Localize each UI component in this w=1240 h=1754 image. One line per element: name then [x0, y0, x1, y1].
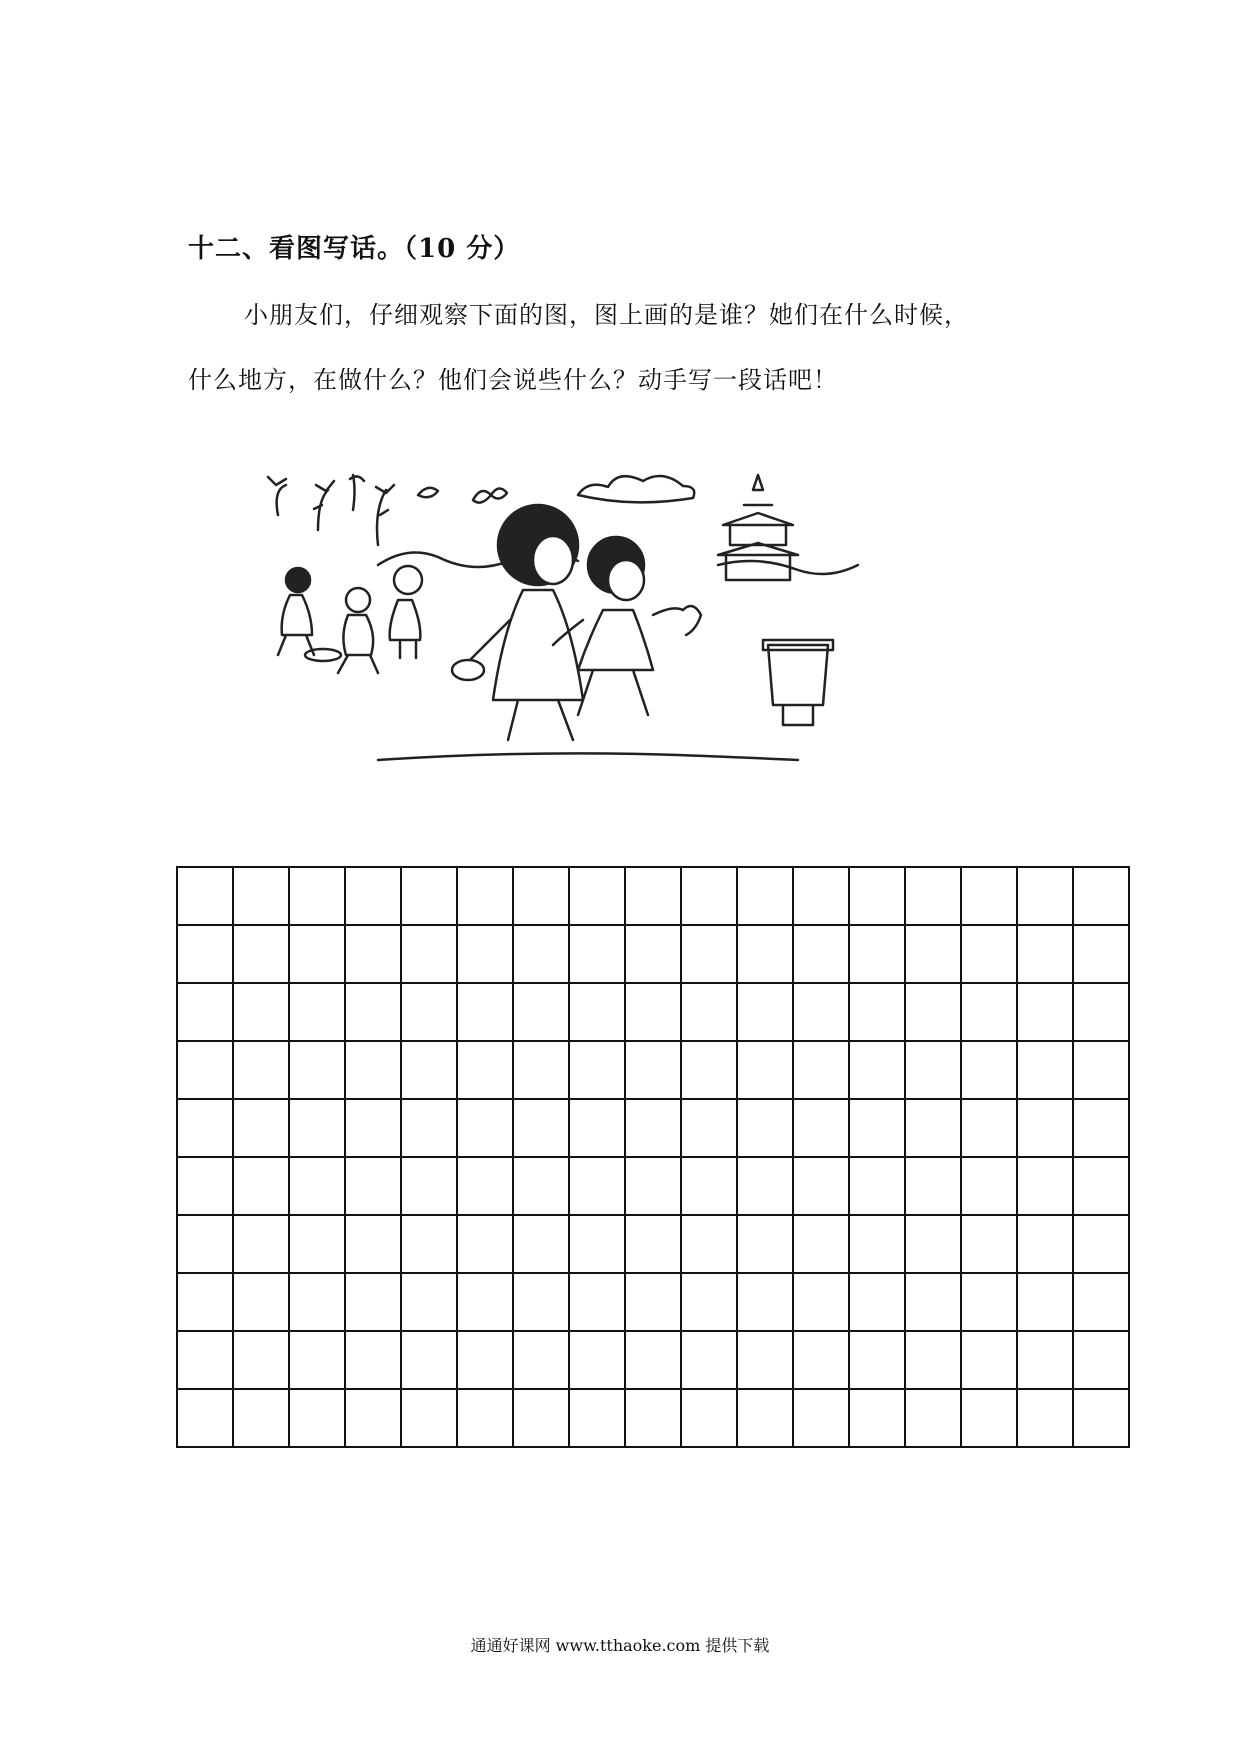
grid-cell[interactable] [570, 1042, 626, 1100]
grid-cell[interactable] [290, 984, 346, 1042]
grid-cell[interactable] [178, 1390, 234, 1448]
grid-cell[interactable] [234, 1332, 290, 1390]
grid-cell[interactable] [850, 1158, 906, 1216]
grid-cell[interactable] [178, 868, 234, 926]
grid-cell[interactable] [738, 1100, 794, 1158]
grid-cell[interactable] [234, 1274, 290, 1332]
grid-cell[interactable] [458, 1332, 514, 1390]
grid-cell[interactable] [402, 868, 458, 926]
grid-cell[interactable] [738, 984, 794, 1042]
grid-cell[interactable] [1074, 1274, 1130, 1332]
grid-cell[interactable] [962, 868, 1018, 926]
child-1-head [286, 568, 310, 592]
grid-cell[interactable] [402, 1042, 458, 1100]
grid-cell[interactable] [178, 926, 234, 984]
grid-cell[interactable] [962, 1100, 1018, 1158]
trash-bin [763, 640, 833, 725]
grid-cell[interactable] [346, 1042, 402, 1100]
grid-cell[interactable] [290, 926, 346, 984]
grid-cell[interactable] [794, 1332, 850, 1390]
grid-cell[interactable] [234, 1042, 290, 1100]
grid-cell[interactable] [1018, 1216, 1074, 1274]
grid-cell[interactable] [402, 1158, 458, 1216]
grid-cell[interactable] [682, 868, 738, 926]
grid-cell[interactable] [906, 1158, 962, 1216]
grid-cell[interactable] [850, 926, 906, 984]
grid-cell[interactable] [794, 1100, 850, 1158]
grid-cell[interactable] [346, 984, 402, 1042]
grid-cell[interactable] [906, 868, 962, 926]
child-3-head [394, 566, 422, 594]
grid-cell[interactable] [794, 1042, 850, 1100]
girl-face [608, 560, 644, 600]
grid-cell[interactable] [514, 1332, 570, 1390]
grid-cell[interactable] [1074, 1390, 1130, 1448]
grid-cell[interactable] [682, 1100, 738, 1158]
grid-cell[interactable] [906, 984, 962, 1042]
grid-cell[interactable] [234, 1216, 290, 1274]
grid-cell[interactable] [402, 1390, 458, 1448]
grid-cell[interactable] [346, 1390, 402, 1448]
girl-legs [578, 670, 648, 715]
grid-cell[interactable] [178, 1216, 234, 1274]
grid-cell[interactable] [1074, 868, 1130, 926]
grid-cell[interactable] [402, 1100, 458, 1158]
grid-cell[interactable] [1018, 1042, 1074, 1100]
grid-cell[interactable] [906, 1216, 962, 1274]
grid-cell[interactable] [290, 1216, 346, 1274]
grid-cell[interactable] [570, 926, 626, 984]
ground-line [378, 753, 798, 760]
grid-cell[interactable] [850, 1216, 906, 1274]
grid-cell[interactable] [290, 1332, 346, 1390]
grid-cell[interactable] [346, 1216, 402, 1274]
grid-cell[interactable] [794, 1390, 850, 1448]
grid-cell[interactable] [234, 868, 290, 926]
grid-cell[interactable] [906, 1100, 962, 1158]
grid-cell[interactable] [626, 1390, 682, 1448]
grid-cell[interactable] [458, 1390, 514, 1448]
grid-cell[interactable] [682, 1390, 738, 1448]
peel [683, 606, 701, 635]
grid-cell[interactable] [738, 1390, 794, 1448]
grid-cell[interactable] [346, 1332, 402, 1390]
grid-cell[interactable] [738, 1274, 794, 1332]
grid-cell[interactable] [514, 1158, 570, 1216]
grid-cell[interactable] [1018, 926, 1074, 984]
girl-dress [578, 610, 653, 670]
grid-cell[interactable] [962, 926, 1018, 984]
grid-cell[interactable] [346, 868, 402, 926]
grid-cell[interactable] [290, 1158, 346, 1216]
grid-cell[interactable] [682, 984, 738, 1042]
grid-cell[interactable] [290, 1100, 346, 1158]
grid-cell[interactable] [738, 868, 794, 926]
grid-cell[interactable] [178, 1274, 234, 1332]
grid-cell[interactable] [682, 1274, 738, 1332]
grid-cell[interactable] [458, 1274, 514, 1332]
grid-cell[interactable] [346, 1274, 402, 1332]
grid-cell[interactable] [458, 984, 514, 1042]
grid-cell[interactable] [850, 1100, 906, 1158]
grid-cell[interactable] [514, 1216, 570, 1274]
grid-cell[interactable] [570, 1390, 626, 1448]
mother-bag [452, 660, 484, 680]
grid-cell[interactable] [290, 1390, 346, 1448]
grid-cell[interactable] [850, 868, 906, 926]
question-heading: 十二、看图写话。（10 分） [188, 234, 521, 264]
grid-cell[interactable] [962, 1042, 1018, 1100]
grid-cell[interactable] [402, 926, 458, 984]
prompt-line-1: 小朋友们，仔细观察下面的图，图上画的是谁？她们在什么时候， [244, 301, 969, 329]
grid-cell[interactable] [962, 984, 1018, 1042]
girl-arms [553, 608, 683, 645]
grid-cell[interactable] [794, 984, 850, 1042]
grid-cell[interactable] [1018, 1100, 1074, 1158]
grid-cell[interactable] [178, 1042, 234, 1100]
grid-cell[interactable] [234, 984, 290, 1042]
grid-cell[interactable] [290, 868, 346, 926]
grid-cell[interactable] [1018, 1332, 1074, 1390]
grid-cell[interactable] [402, 1332, 458, 1390]
grid-cell[interactable] [514, 868, 570, 926]
flower-1 [268, 477, 286, 515]
grid-cell[interactable] [402, 1274, 458, 1332]
grid-cell[interactable] [906, 1042, 962, 1100]
grid-cell[interactable] [626, 1100, 682, 1158]
grid-cell[interactable] [738, 1042, 794, 1100]
grid-cell[interactable] [626, 1158, 682, 1216]
grid-cell[interactable] [402, 984, 458, 1042]
grid-cell[interactable] [626, 926, 682, 984]
grid-cell[interactable] [346, 926, 402, 984]
illustration [248, 445, 948, 790]
child-2-body [338, 615, 378, 673]
grid-cell[interactable] [682, 1042, 738, 1100]
grid-cell[interactable] [514, 926, 570, 984]
grid-cell[interactable] [570, 1158, 626, 1216]
grid-cell[interactable] [794, 868, 850, 926]
grid-cell[interactable] [178, 1332, 234, 1390]
grid-cell[interactable] [850, 1042, 906, 1100]
grid-cell[interactable] [290, 1042, 346, 1100]
grid-cell[interactable] [234, 926, 290, 984]
footer-credit: 通通好课网 www.tthaoke.com 提供下载 [470, 1636, 770, 1655]
grid-cell[interactable] [626, 1274, 682, 1332]
grid-cell[interactable] [514, 1100, 570, 1158]
grid-cell[interactable] [1018, 1390, 1074, 1448]
grid-cell[interactable] [682, 926, 738, 984]
flower-4 [376, 485, 394, 545]
grid-cell[interactable] [570, 1274, 626, 1332]
grid-cell[interactable] [570, 1332, 626, 1390]
grid-cell[interactable] [1074, 926, 1130, 984]
grid-cell[interactable] [458, 1158, 514, 1216]
grid-cell[interactable] [458, 1100, 514, 1158]
hill-right [718, 561, 858, 574]
child-3-body [390, 600, 421, 658]
grid-cell[interactable] [850, 1390, 906, 1448]
grid-cell[interactable] [234, 1158, 290, 1216]
grid-cell[interactable] [570, 1100, 626, 1158]
grid-cell[interactable] [1074, 1332, 1130, 1390]
grid-cell[interactable] [906, 926, 962, 984]
grid-cell[interactable] [290, 1274, 346, 1332]
grid-cell[interactable] [794, 1158, 850, 1216]
writing-grid[interactable] [176, 866, 1130, 1448]
grid-cell[interactable] [1074, 1216, 1130, 1274]
grid-cell[interactable] [1018, 984, 1074, 1042]
grid-cell[interactable] [850, 984, 906, 1042]
grid-cell[interactable] [570, 984, 626, 1042]
grid-cell[interactable] [1074, 984, 1130, 1042]
grid-cell[interactable] [906, 1274, 962, 1332]
mother-dress [493, 590, 583, 700]
grid-cell[interactable] [234, 1100, 290, 1158]
grid-cell[interactable] [1018, 1158, 1074, 1216]
grid-cell[interactable] [178, 1158, 234, 1216]
pagoda [718, 475, 798, 580]
grid-cell[interactable] [458, 1042, 514, 1100]
grid-cell[interactable] [458, 926, 514, 984]
grid-cell[interactable] [1018, 1274, 1074, 1332]
grid-cell[interactable] [514, 984, 570, 1042]
child-1-ball [305, 649, 341, 661]
grid-cell[interactable] [794, 1274, 850, 1332]
grid-cell[interactable] [570, 868, 626, 926]
grid-cell[interactable] [1074, 1042, 1130, 1100]
grid-cell[interactable] [514, 1042, 570, 1100]
mother-legs [508, 700, 573, 740]
grid-cell[interactable] [346, 1100, 402, 1158]
grid-cell[interactable] [402, 1216, 458, 1274]
flower-2 [314, 481, 334, 530]
grid-cell[interactable] [794, 1216, 850, 1274]
grid-cell[interactable] [626, 1332, 682, 1390]
grid-cell[interactable] [738, 1158, 794, 1216]
grid-cell[interactable] [906, 1332, 962, 1390]
grid-cell[interactable] [682, 1332, 738, 1390]
grid-cell[interactable] [962, 1390, 1018, 1448]
prompt-line-2: 什么地方，在做什么？他们会说些什么？动手写一段话吧！ [188, 366, 838, 394]
grid-cell[interactable] [626, 868, 682, 926]
grid-cell[interactable] [850, 1332, 906, 1390]
child-2-head [346, 588, 370, 612]
grid-cell[interactable] [626, 1042, 682, 1100]
grid-cell[interactable] [458, 868, 514, 926]
child-1-body [278, 595, 314, 655]
grid-cell[interactable] [682, 1158, 738, 1216]
grid-cell[interactable] [514, 1274, 570, 1332]
grid-cell[interactable] [346, 1158, 402, 1216]
grid-cell[interactable] [906, 1390, 962, 1448]
grid-cell[interactable] [738, 926, 794, 984]
flower-3 [350, 475, 364, 510]
butterfly-2 [473, 488, 507, 502]
grid-cell[interactable] [962, 1158, 1018, 1216]
grid-cell[interactable] [850, 1274, 906, 1332]
grid-cell[interactable] [962, 1216, 1018, 1274]
grid-cell[interactable] [626, 984, 682, 1042]
grid-cell[interactable] [1074, 1158, 1130, 1216]
grid-cell[interactable] [1018, 868, 1074, 926]
grid-cell[interactable] [514, 1390, 570, 1448]
grid-cell[interactable] [738, 1216, 794, 1274]
cloud [578, 476, 694, 502]
butterfly-1 [418, 488, 438, 497]
grid-cell[interactable] [738, 1332, 794, 1390]
grid-cell[interactable] [178, 984, 234, 1042]
grid-cell[interactable] [178, 1100, 234, 1158]
grid-cell[interactable] [626, 1216, 682, 1274]
grid-cell[interactable] [682, 1216, 738, 1274]
grid-cell[interactable] [1074, 1100, 1130, 1158]
grid-cell[interactable] [234, 1390, 290, 1448]
grid-cell[interactable] [962, 1332, 1018, 1390]
grid-cell[interactable] [962, 1274, 1018, 1332]
grid-cell[interactable] [794, 926, 850, 984]
mother-face [533, 536, 573, 584]
grid-cell[interactable] [570, 1216, 626, 1274]
grid-cell[interactable] [458, 1216, 514, 1274]
